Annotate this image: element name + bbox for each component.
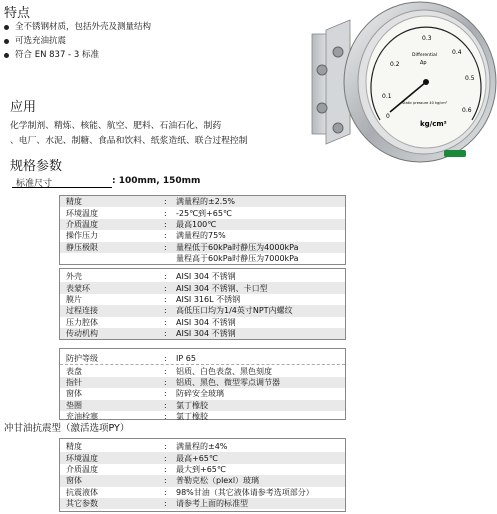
table-row: 压力腔体 : AISI 304 不锈钢 [66, 317, 236, 327]
table-row: 其它参数 : 请参考上面的标准型 [60, 498, 345, 509]
table-row: 精度 : 满量程的±2.5% [60, 196, 345, 207]
table-row: 窗体 : 普勒克松（plexl）玻璃 [60, 475, 345, 486]
table-row: 过程连接 : 高低压口均为1/4英寸NPT内螺纹 [60, 305, 345, 316]
table-row: 传动机构 : AISI 304 不锈钢 [60, 328, 345, 339]
table-row: 防护等级 : IP 65 [66, 354, 196, 364]
table-row: 窗体 : 防碎安全玻璃 [66, 389, 224, 399]
applications-text: 化学制剂、精炼、核能、航空、肥料、石油石化、制药 、电厂、水泥、制糖、食品和饮料、纸浆造纸、联合过程控制 [10, 121, 248, 146]
table-row: 表蒙环 : AISI 304 不锈钢、卡口型 [60, 282, 345, 293]
tick-label: 0.1 [382, 93, 392, 100]
table-row: 外壳 : AISI 304 不锈钢 [66, 272, 236, 282]
tick-label: 0.5 [465, 75, 475, 82]
tick-label: 0 [386, 113, 390, 120]
spec-table-construction [59, 348, 346, 420]
std-size-value: : 100mm, 150mm [112, 176, 201, 186]
table-row: 介质温度 : 最高100℃ [60, 219, 345, 230]
table-row: 膜片 : AISI 316L 不锈钢 [66, 294, 241, 304]
table-row: 精度 : 满量程的±4% [66, 442, 228, 452]
spec-table-materials [59, 268, 346, 340]
table-row: 静压极限 : 量程低于60kPa时静压为4000kPa [60, 242, 345, 253]
dial-unit: kg/cm² [420, 120, 447, 128]
tick-label: 0.6 [462, 107, 472, 114]
table-row: 环境温度 : 最高+65℃ [60, 452, 345, 463]
applications-title: 应用 [10, 100, 37, 115]
feature-item: 符合 EN 837 - 3 标准 [4, 48, 151, 62]
dial-text: Differential [412, 53, 437, 58]
brand-logo-icon [444, 150, 466, 157]
table-row: 介质温度 : 最大到+65℃ [66, 464, 226, 474]
tick-label: 0.4 [452, 49, 462, 56]
py-option-title: 冲甘油抗震型（激活选项PY） [4, 423, 130, 434]
bullet-icon [4, 53, 9, 58]
table-row: 抗震液体 : 98%甘油（其它液体请参考选项部分） [66, 487, 314, 497]
dial-small-text: Static pressure 40 kg/cm² [402, 101, 448, 105]
std-size-label: 标准尺寸 [16, 179, 53, 189]
specs-title: 规格参数 [10, 159, 63, 174]
spec-table-py [59, 438, 346, 512]
table-row: 垫圈 : 氯丁橡胶 [60, 400, 345, 411]
table-row: 环境温度 : -25℃到+65℃ [66, 208, 232, 218]
feature-item: 全不锈钢材质，包括外壳及测量结构 [4, 20, 151, 34]
features-list [4, 20, 151, 62]
gauge-illustration [302, 0, 497, 170]
table-row: 量程高于60kPa时静压为7000kPa [176, 254, 299, 264]
spec-table-performance [59, 195, 346, 265]
bullet-icon [4, 25, 9, 30]
table-row: 指针 : 铝质、黑色、微型零点调节器 [60, 377, 345, 388]
table-row: 充油栓塞 : 氯丁橡胶 [66, 412, 208, 422]
table-row: 操作压力 : 满量程的75% [66, 231, 226, 241]
feature-item: 可选充油抗震 [4, 34, 151, 48]
product-photo-gauge [302, 0, 497, 170]
tick-label: 0.2 [390, 61, 400, 68]
dial-symbol: Δp [420, 60, 427, 66]
bullet-icon [4, 39, 9, 44]
underline-divider [12, 187, 112, 188]
table-row: 表盘 : 铝质、白色表盘、黑色刻度 [66, 366, 272, 376]
tick-label: 0.3 [422, 35, 432, 42]
features-title: 特点 [4, 6, 31, 21]
